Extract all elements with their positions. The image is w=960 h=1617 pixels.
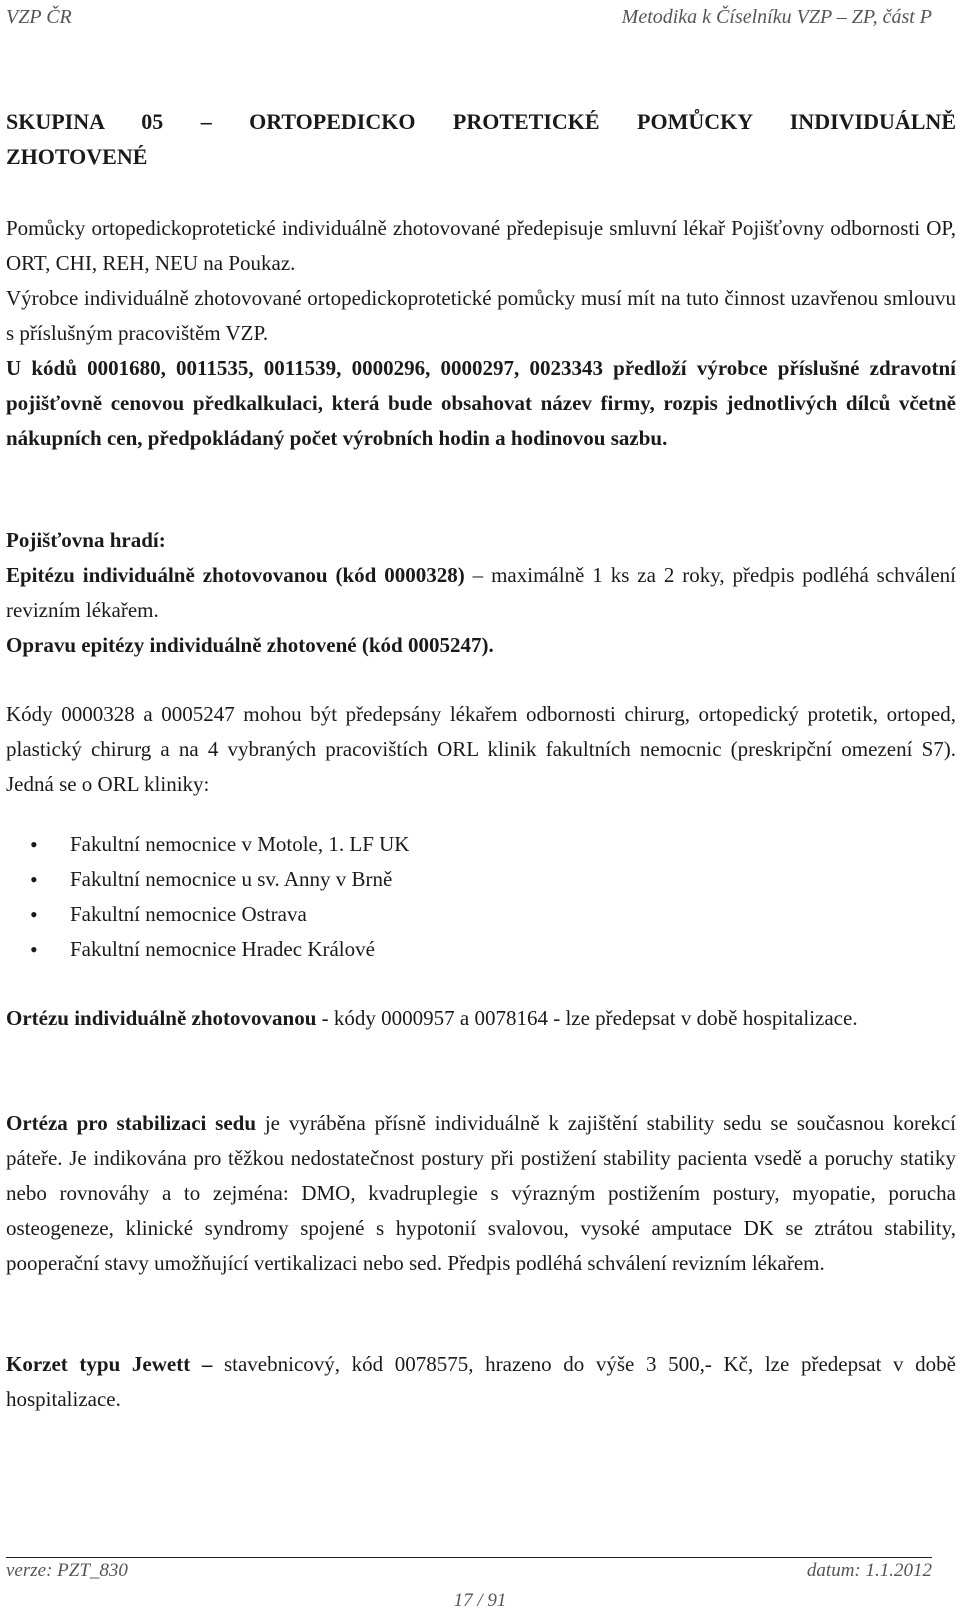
clinics-list-wrap bbox=[6, 827, 956, 967]
list-item: • Fakultní nemocnice Hradec Králové bbox=[6, 932, 956, 967]
intro-paragraph-contract: Výrobce individuálně zhotovované ortopedickoprotetické pomůcky musí mít na tuto činnost uzavřenou smlouvu s příslušným pracovištěm VZP. bbox=[6, 286, 956, 345]
footer-date: datum: 1.1.2012 bbox=[806, 1560, 932, 1581]
footer-version: verze: PZT_830 bbox=[6, 1560, 128, 1581]
group-title bbox=[6, 104, 956, 174]
intro-paragraph-calculation: U kódů 0001680, 0011535, 0011539, 0000296, 0000297, 0023343 předloží výrobce příslušné zdravotní pojišťovně cenovou předkalkulaci, která bude obsahovat název firmy, rozpis jednotlivých dílců včetně nákupních cen, předpokládaný počet výrobních hodin a hodinovou sazbu. bbox=[6, 356, 956, 450]
korzet-paragraph: Korzet typu Jewett – stavebnicový, kód 0078575, hrazeno do výše 3 500,- Kč, lze předepsat v době hospitalizace. bbox=[6, 1352, 956, 1411]
page-header bbox=[6, 6, 932, 34]
payment-epiteza: Epitézu individuálně zhotovovanou (kód 0000328) – maximálně 1 ks za 2 roky, předpis podléhá schválení revizním lékařem. bbox=[6, 563, 956, 622]
footer-divider bbox=[6, 1557, 932, 1558]
payment-heading: Pojišťovna hradí: bbox=[6, 528, 166, 552]
orteza-paragraph: Ortézu individuálně zhotovovanou - kódy 0000957 a 0078164 - lze předepsat v době hospitalizace. bbox=[6, 1006, 858, 1030]
payment-oprava: Opravu epitézy individuálně zhotovené (kód 0005247). bbox=[6, 633, 494, 657]
list-item: • Fakultní nemocnice u sv. Anny v Brně bbox=[6, 862, 956, 897]
codes-paragraph: Kódy 0000328 a 0005247 mohou být předepsány lékařem odbornosti chirurg, ortopedický protetik, ortoped, plastický chirurg a na 4 vybraných pracovištích ORL klinik fakultních nemocnic (preskripční omezení S7). Jedná se o ORL kliniky: bbox=[6, 702, 956, 796]
stabilizace-paragraph: Ortéza pro stabilizaci sedu je vyráběna přísně individuálně k zajištění stability sedu se současnou korekcí páteře. Je indikována pro těžkou nedostatečnost postury při postižení stability pacienta vsedě a poruchy statiky nebo rovnováhy a to zejména: DMO, kvadruplegie s výrazným postižením postury, myopatie, porucha osteogeneze, klinické syndromy spojené s hypotonií svalovou, vysoké amputace DK se ztrátou stability, pooperační stavy umožňující vertikalizaci nebo sed. Předpis podléhá schválení revizním lékařem. bbox=[6, 1111, 956, 1275]
payment-section bbox=[6, 523, 956, 663]
header-org: VZP ČR bbox=[6, 6, 72, 28]
header-document-title: Metodika k Číselníku VZP – ZP, část P bbox=[621, 6, 932, 28]
intro-paragraph-prescription: Pomůcky ortopedickoprotetické individuálně zhotovované předepisuje smluvní lékař Pojišťovny odbornosti OP, ORT, CHI, REH, NEU na Poukaz. bbox=[6, 216, 956, 275]
group-title-line2: ZHOTOVENÉ bbox=[6, 144, 148, 169]
clinics-list bbox=[6, 827, 956, 967]
list-item: • Fakultní nemocnice Ostrava bbox=[6, 897, 956, 932]
group-title-line1: SKUPINA 05 – ORTOPEDICKO PROTETICKÉ POMŮCKY INDIVIDUÁLNĚ bbox=[6, 109, 956, 134]
page-number: 17 / 91 bbox=[453, 1590, 507, 1611]
list-item: • Fakultní nemocnice v Motole, 1. LF UK bbox=[6, 827, 956, 862]
